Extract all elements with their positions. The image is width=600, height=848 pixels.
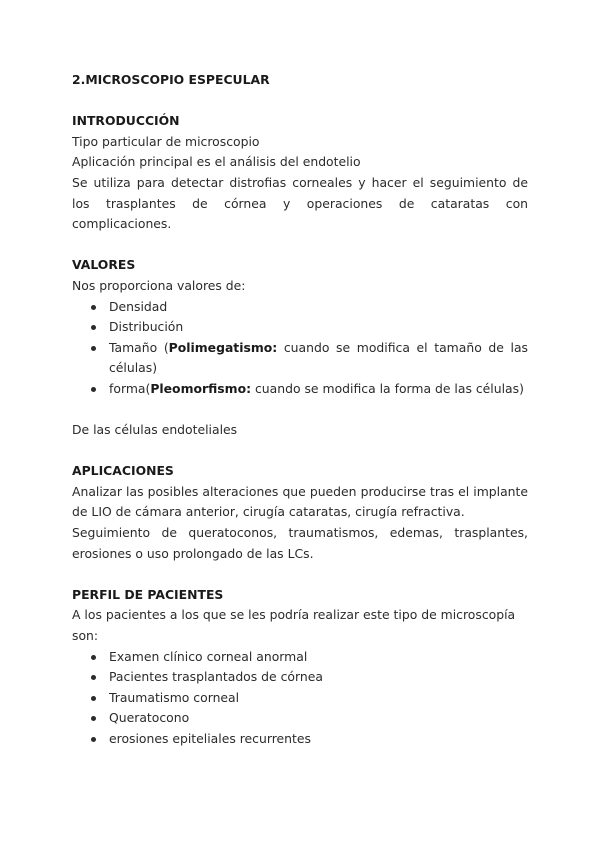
list-item: Densidad: [72, 297, 528, 318]
valores-after: De las células endoteliales: [72, 422, 238, 438]
bullet-icon: [91, 675, 96, 680]
bullet-icon: [91, 696, 96, 701]
intro-line-2: Aplicación principal es el análisis del endotelio: [72, 154, 361, 170]
list-item: Queratocono: [72, 708, 528, 729]
bullet-icon: [91, 716, 96, 721]
list-item: Examen clínico corneal anormal: [72, 647, 528, 668]
bullet-icon: [91, 387, 96, 392]
document-page: [72, 70, 528, 750]
bullet-icon: [91, 346, 96, 351]
intro-heading: INTRODUCCIÓN: [72, 113, 180, 129]
valores-heading: VALORES: [72, 257, 136, 273]
list-item: Tamaño (Polimegatismo: cuando se modifica el tamaño de las células): [72, 338, 528, 379]
aplicaciones-heading: APLICACIONES: [72, 463, 174, 479]
list-item: Traumatismo corneal: [72, 688, 528, 709]
aplicaciones-paragraph-2: Seguimiento de queratoconos, traumatismos, edemas, trasplantes, erosiones o uso prolongado de las LCs.: [72, 525, 528, 561]
aplicaciones-paragraph-1: Analizar las posibles alteraciones que pueden producirse tras el implante de LIO de cámara anterior, cirugía cataratas, cirugía refractiva.: [72, 483, 528, 520]
bullet-icon: [91, 655, 96, 660]
bullet-icon: [91, 737, 96, 742]
bullet-icon: [91, 305, 96, 310]
perfil-list: [72, 647, 528, 750]
list-item: forma(Pleomorfismo: cuando se modifica la forma de las células): [72, 379, 528, 400]
perfil-heading: PERFIL DE PACIENTES: [72, 586, 224, 602]
valores-list: [72, 297, 528, 400]
intro-line-1: Tipo particular de microscopio: [72, 133, 260, 149]
bullet-icon: [91, 325, 96, 330]
valores-lead: Nos proporciona valores de:: [72, 277, 246, 293]
document-title: 2.MICROSCOPIO ESPECULAR: [72, 72, 270, 87]
intro-paragraph: Se utiliza para detectar distrofias corneales y hacer el seguimiento de los trasplantes de córnea y operaciones de cataratas con complicaciones.: [72, 174, 528, 232]
list-item: Distribución: [72, 317, 528, 338]
list-item: erosiones epiteliales recurrentes: [72, 729, 528, 750]
perfil-lead: A los pacientes a los que se les podría realizar este tipo de microscopía son:: [72, 607, 516, 644]
list-item: Pacientes trasplantados de córnea: [72, 667, 528, 688]
